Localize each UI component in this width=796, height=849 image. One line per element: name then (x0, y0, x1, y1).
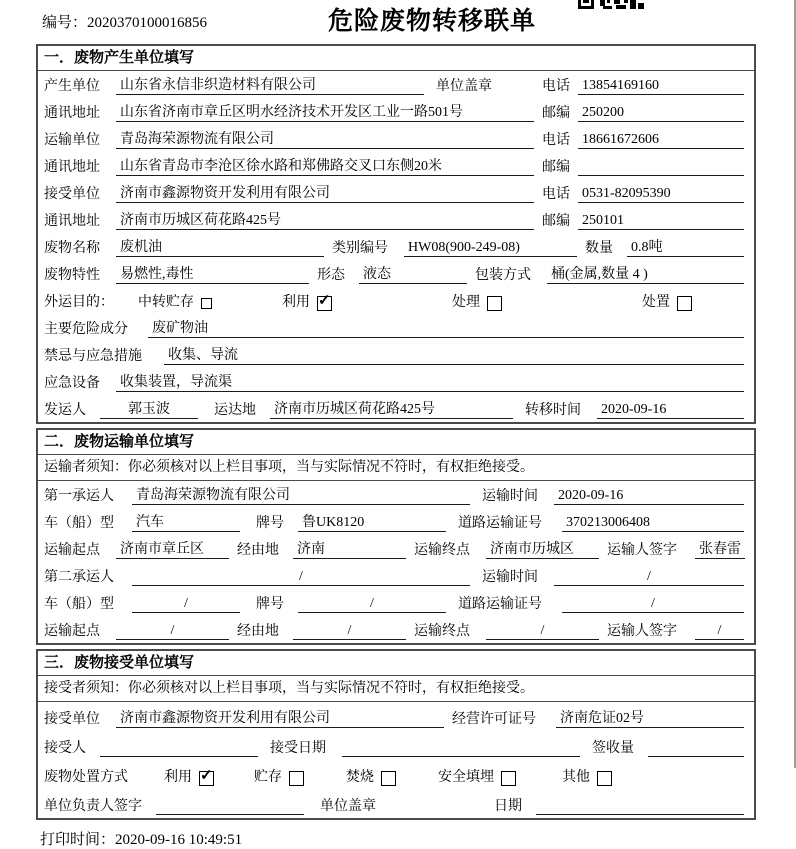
receiver-zip-group (542, 213, 744, 230)
transfer-time-label: 转移时间 (525, 403, 581, 418)
route-via-value: 济南 (293, 542, 406, 559)
document-number-label: 编号： (42, 15, 88, 31)
transporter-address-row (38, 152, 754, 179)
first-carrier-value: 青岛海荣源物流有限公司 (132, 488, 470, 505)
unit-seal-label: 单位盖章 (320, 799, 376, 814)
checkbox-checked-icon (199, 771, 214, 786)
receiver-unit-value: 济南市鑫源物资开发利用有限公司 (116, 711, 444, 728)
first-carrier-row (38, 481, 754, 508)
receiver-notice: 接受者须知：你必须核对以上栏目事项，当与实际情况不符时，有权拒绝接受。 (38, 676, 754, 702)
transporter-row (38, 125, 754, 152)
transport-time-label: 运输时间 (482, 570, 538, 585)
option-label: 处置 (642, 295, 670, 310)
transporter-value: 青岛海荣源物流有限公司 (116, 132, 534, 149)
vehicle-type-label: 车（船）型 (44, 516, 114, 531)
disposal-option-utilize (164, 770, 214, 786)
checkbox-icon (487, 296, 502, 311)
emergency-equipment-label: 应急设备 (44, 376, 100, 391)
producer-address-row (38, 98, 754, 125)
emergency-equipment-row (38, 368, 754, 395)
hazard-component-row (38, 314, 754, 341)
emergency-measures-row (38, 341, 754, 368)
zip-label: 邮编 (542, 106, 570, 121)
receiver-unit-label: 接受单位 (44, 712, 100, 727)
document-title: 危险废物转移联单 (328, 8, 537, 35)
address-label: 通讯地址 (44, 160, 100, 175)
print-time-value: 2020-09-16 10:49:51 (115, 832, 243, 848)
vehicle-type-value: / (132, 596, 240, 613)
unit-seal-label: 单位盖章 (436, 79, 492, 94)
route-start-value: / (116, 623, 229, 640)
transporter-zip-value (578, 159, 744, 176)
destination-label: 运达地 (214, 403, 256, 418)
hazard-component-label: 主要危险成分 (44, 322, 128, 337)
route2-row (38, 616, 754, 643)
document-number (42, 11, 207, 32)
purpose-option-dispose (642, 295, 692, 311)
acceptor-label: 接受人 (44, 741, 86, 756)
waste-name-row (38, 233, 754, 260)
waste-code-label: 类别编号 (332, 241, 388, 256)
qr-code-icon (578, 0, 644, 9)
dispatch-row (38, 395, 754, 422)
route-end-label: 运输终点 (414, 624, 470, 639)
disposal-option-landfill (438, 770, 516, 786)
option-label: 利用 (282, 295, 310, 310)
transport-time-value: / (554, 569, 744, 586)
road-permit-label: 道路运输证号 (458, 516, 542, 531)
receiver-address-row (38, 206, 754, 233)
receiver-phone-group (542, 186, 744, 203)
accept-date-label: 接受日期 (270, 741, 326, 756)
receiver-row (38, 179, 754, 206)
route-start-value: 济南市章丘区 (116, 542, 229, 559)
emergency-measures-value: 收集、导流 (164, 348, 744, 365)
route-via-value: / (293, 623, 406, 640)
section2-transport-box (36, 428, 756, 645)
purpose-option-utilize (282, 295, 332, 311)
vehicle-type-value: 汽车 (132, 515, 240, 532)
carrier-sign-label: 运输人签字 (607, 543, 677, 558)
address-label: 通讯地址 (44, 106, 100, 121)
receiver-unit-row (38, 702, 754, 731)
waste-character-value: 易燃性,毒性 (116, 267, 309, 284)
vehicle2-row (38, 589, 754, 616)
producer-phone-value: 13854169160 (578, 78, 744, 95)
disposal-option-other (562, 770, 612, 786)
plate-value: / (298, 596, 446, 613)
route-end-value: 济南市历城区 (486, 542, 599, 559)
carrier-sign-value: / (695, 623, 744, 640)
disposal-option-store (254, 770, 304, 786)
route-end-value: / (486, 623, 599, 640)
producer-zip-group (542, 105, 744, 122)
vehicle-type-label: 车（船）型 (44, 597, 114, 612)
transfer-purpose-row (38, 287, 754, 314)
waste-name-value: 废机油 (116, 240, 324, 257)
road-permit-value: 370213006408 (562, 515, 744, 532)
responsible-sign-label: 单位负责人签字 (44, 799, 142, 814)
option-label: 处理 (452, 295, 480, 310)
option-label: 中转贮存 (138, 295, 194, 310)
route-via-label: 经由地 (237, 624, 279, 639)
producer-value: 山东省永信非织造材料有限公司 (116, 78, 424, 95)
checkbox-icon (289, 771, 304, 786)
section3-receiver-box (36, 649, 756, 820)
checkbox-icon (201, 298, 212, 309)
responsible-sign-value (156, 798, 304, 815)
waste-qty-value: 0.8吨 (627, 240, 744, 257)
carrier-sign-value: 张春雷 (695, 542, 745, 559)
license-label: 经营许可证号 (452, 712, 536, 727)
transfer-time-value: 2020-09-16 (597, 402, 744, 419)
producer-row (38, 71, 754, 98)
option-label: 其他 (562, 770, 590, 785)
producer-zip-value: 250200 (578, 105, 744, 122)
option-label: 贮存 (254, 770, 282, 785)
plate-label: 牌号 (256, 516, 284, 531)
disposal-method-row (38, 760, 754, 789)
second-carrier-label: 第二承运人 (44, 570, 114, 585)
transporter-zip-group (542, 159, 744, 176)
disposal-option-incinerate (346, 770, 396, 786)
transporter-notice: 运输者须知：你必须核对以上栏目事项，当与实际情况不符时，有权拒绝接受。 (38, 455, 754, 481)
phone-label: 电话 (542, 187, 570, 202)
transporter-phone-value: 18661672606 (578, 132, 744, 149)
producer-address-value: 山东省济南市章丘区明水经济技术开发区工业一路501号 (116, 105, 534, 122)
sign-date-label: 日期 (494, 799, 522, 814)
waste-code-value: HW08(900-249-08) (404, 240, 577, 257)
phone-label: 电话 (542, 79, 570, 94)
transporter-phone-group (542, 132, 744, 149)
transporter-address-value: 山东省青岛市李沧区徐水路和郑佛路交叉口东侧20米 (116, 159, 534, 176)
option-label: 焚烧 (346, 770, 374, 785)
print-time (0, 824, 796, 849)
road-permit-label: 道路运输证号 (458, 597, 542, 612)
option-label: 利用 (164, 770, 192, 785)
waste-qty-label: 数量 (585, 241, 613, 256)
checkbox-icon (677, 296, 692, 311)
checkbox-icon (381, 771, 396, 786)
route-start-label: 运输起点 (44, 543, 100, 558)
packing-label: 包装方式 (475, 268, 531, 283)
emergency-equipment-value: 收集装置，导流渠 (116, 375, 744, 392)
transport-time-value: 2020-09-16 (554, 488, 744, 505)
second-carrier-row (38, 562, 754, 589)
zip-label: 邮编 (542, 214, 570, 229)
receiver-zip-value: 250101 (578, 213, 744, 230)
purpose-option-treat (452, 295, 502, 311)
disposal-method-label: 废物处置方式 (44, 770, 128, 785)
responsible-sign-row (38, 789, 754, 818)
transport-time-label: 运输时间 (482, 489, 538, 504)
received-qty-value (648, 740, 744, 757)
phone-label: 电话 (542, 133, 570, 148)
dispatcher-value: 郭玉波 (100, 402, 198, 419)
route1-row (38, 535, 754, 562)
document-number-value: 2020370100016856 (87, 15, 208, 31)
route-start-label: 运输起点 (44, 624, 100, 639)
first-carrier-label: 第一承运人 (44, 489, 114, 504)
checkbox-icon (501, 771, 516, 786)
waste-character-label: 废物特性 (44, 268, 100, 283)
producer-phone-group (542, 78, 744, 95)
packing-value: 桶(金属,数量 4 ) (547, 267, 744, 284)
producer-label: 产生单位 (44, 79, 100, 94)
checkbox-checked-icon (317, 296, 332, 311)
purpose-option-transfer-storage (138, 295, 212, 311)
transfer-purpose-label: 外运目的： (44, 295, 114, 310)
receiver-phone-value: 0531-82095390 (578, 186, 744, 203)
dispatcher-label: 发运人 (44, 403, 86, 418)
acceptor-row (38, 731, 754, 760)
license-value: 济南危证02号 (556, 711, 744, 728)
document-header (0, 0, 796, 44)
receiver-address-value: 济南市历城区荷花路425号 (116, 213, 534, 230)
waste-character-row (38, 260, 754, 287)
waste-name-label: 废物名称 (44, 241, 100, 256)
checkbox-icon (597, 771, 612, 786)
accept-date-value (342, 740, 580, 757)
receiver-value: 济南市鑫源物资开发利用有限公司 (116, 186, 534, 203)
option-label: 安全填埋 (438, 770, 494, 785)
section3-title: 三．废物接受单位填写 (38, 651, 754, 676)
address-label: 通讯地址 (44, 214, 100, 229)
plate-label: 牌号 (256, 597, 284, 612)
vehicle1-row (38, 508, 754, 535)
acceptor-value (100, 740, 258, 757)
zip-label: 邮编 (542, 160, 570, 175)
plate-value: 鲁UK8120 (298, 515, 446, 532)
route-end-label: 运输终点 (414, 543, 470, 558)
waste-form-value: 液态 (359, 267, 467, 284)
section1-producer-box (36, 44, 756, 424)
received-qty-label: 签收量 (592, 741, 634, 756)
route-via-label: 经由地 (237, 543, 279, 558)
section1-title: 一．废物产生单位填写 (38, 46, 754, 71)
destination-value: 济南市历城区荷花路425号 (270, 402, 513, 419)
section2-title: 二．废物运输单位填写 (38, 430, 754, 455)
sign-date-value (536, 798, 744, 815)
waste-form-label: 形态 (317, 268, 345, 283)
transporter-label: 运输单位 (44, 133, 100, 148)
emergency-measures-label: 禁忌与应急措施 (44, 349, 142, 364)
second-carrier-value: / (132, 569, 470, 586)
receiver-label: 接受单位 (44, 187, 100, 202)
carrier-sign-label: 运输人签字 (607, 624, 677, 639)
hazard-component-value: 废矿物油 (148, 321, 744, 338)
road-permit-value: / (562, 596, 744, 613)
print-time-label: 打印时间： (40, 832, 116, 848)
